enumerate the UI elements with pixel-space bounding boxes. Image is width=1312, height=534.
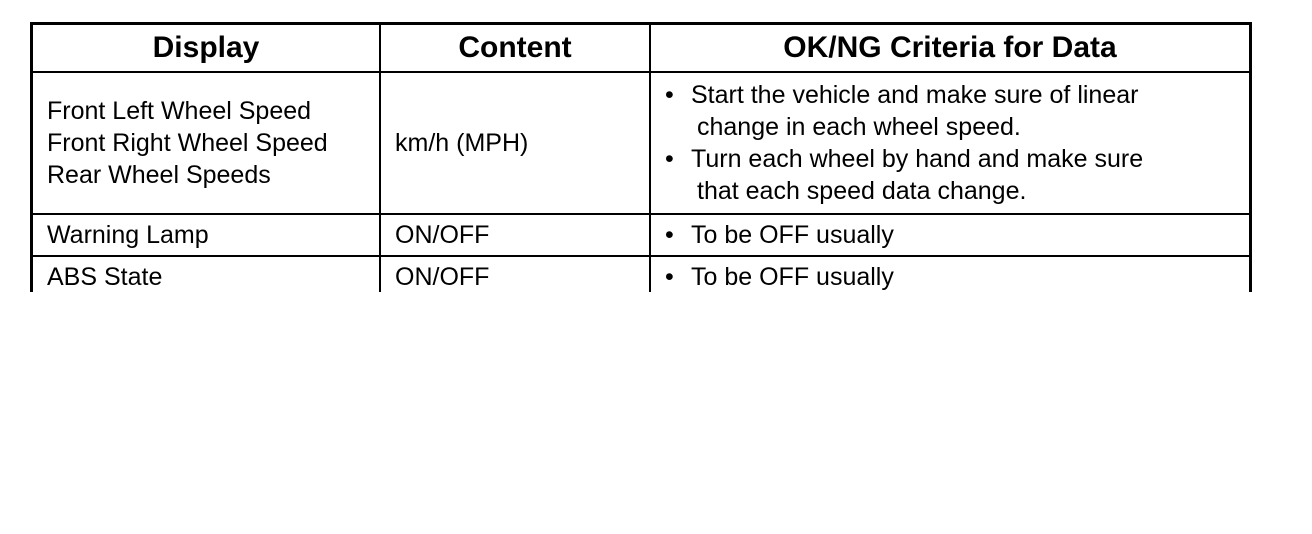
criteria-item (665, 261, 894, 292)
criteria-line: Turn each wheel by hand and make sure (691, 145, 1144, 173)
table-row-warning-lamp (33, 215, 1249, 257)
bullet-marker: • (665, 145, 674, 173)
header-content: Content (381, 25, 651, 71)
criteria-item (665, 79, 1235, 143)
table-row-wheel-speed (33, 73, 1249, 215)
criteria-line: change in each wheel speed. (697, 113, 1021, 141)
cell-criteria (651, 215, 1249, 255)
criteria-line: Start the vehicle and make sure of linear (691, 81, 1139, 109)
cell-display (33, 215, 381, 255)
header-criteria: OK/NG Criteria for Data (783, 31, 1117, 64)
cell-display (33, 257, 381, 292)
content-value: ON/OFF (395, 263, 490, 291)
criteria-item (665, 143, 1235, 207)
display-line: Rear Wheel Speeds (47, 161, 271, 189)
display-line: Warning Lamp (47, 221, 209, 249)
criteria-item (665, 219, 894, 251)
criteria-line: To be OFF usually (691, 221, 894, 249)
table-row-abs-state (33, 257, 1249, 292)
cell-content (381, 257, 651, 292)
bullet-marker: • (665, 221, 674, 249)
data-criteria-table (30, 22, 1252, 292)
cell-content (381, 215, 651, 255)
cell-display (33, 73, 381, 213)
display-line: Front Right Wheel Speed (47, 129, 328, 157)
cell-content (381, 73, 651, 213)
bullet-marker: • (665, 263, 674, 291)
display-line: Front Left Wheel Speed (47, 97, 312, 125)
header-display: Display (33, 25, 381, 71)
display-line: ABS State (47, 263, 163, 291)
cell-criteria (651, 257, 1249, 292)
content-value: ON/OFF (395, 221, 490, 249)
criteria-line: that each speed data change. (697, 177, 1027, 205)
table-header-row (33, 25, 1249, 73)
content-value: km/h (MPH) (395, 129, 529, 157)
bullet-marker: • (665, 81, 674, 109)
criteria-line: To be OFF usually (691, 263, 894, 291)
cell-criteria (651, 73, 1249, 213)
